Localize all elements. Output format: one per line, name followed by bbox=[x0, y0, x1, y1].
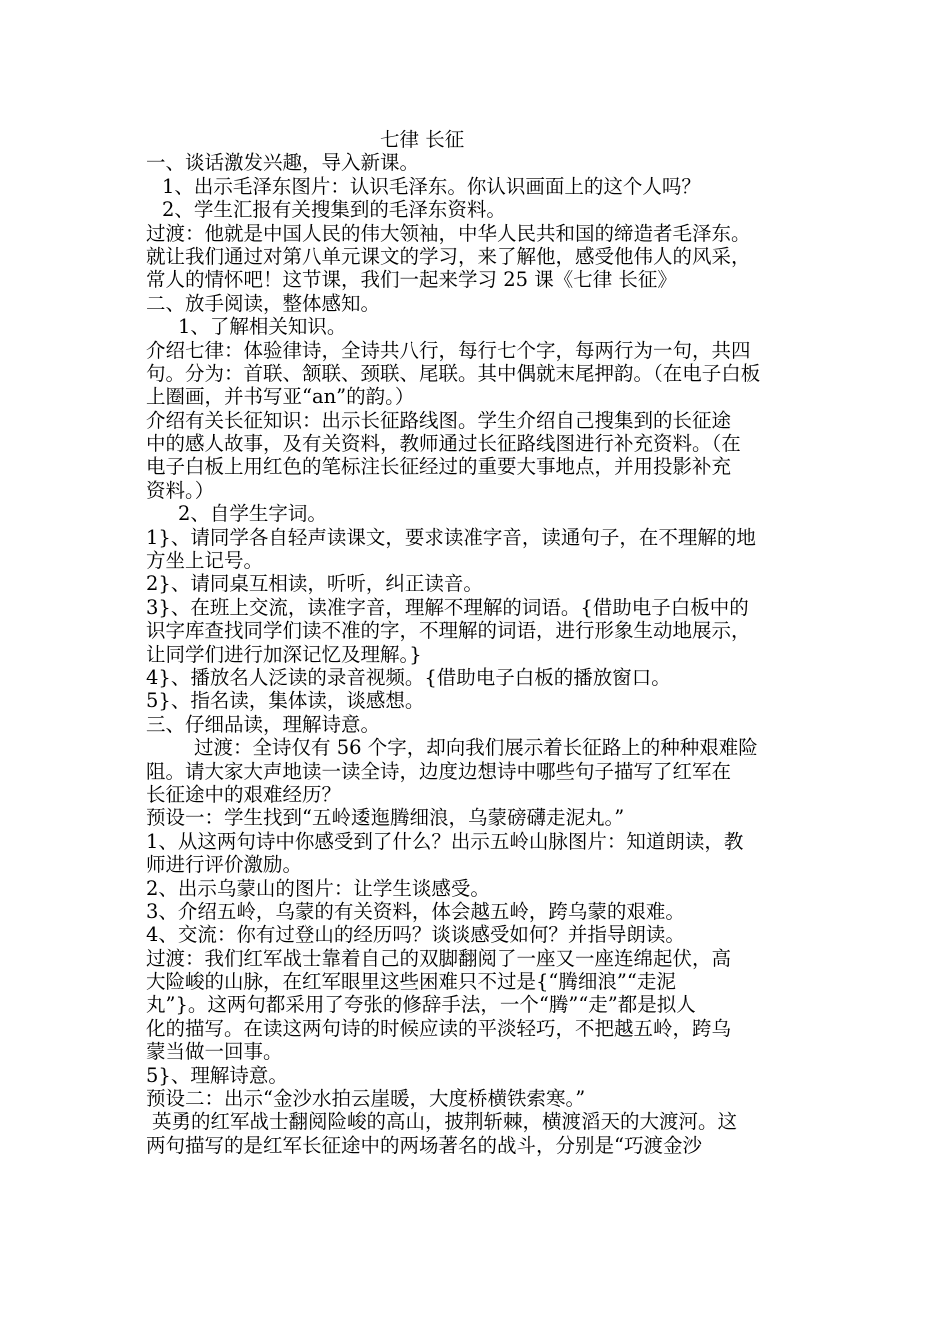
text-line: 一、谈话激发兴趣，导入新课。 bbox=[146, 151, 420, 175]
text-line: 句。分为：首联、颔联、颈联、尾联。其中偶就末尾押韵。（在电子白板 bbox=[146, 361, 761, 385]
text-line: 4、交流：你有过登山的经历吗？谈谈感受如何？并指导朗读。 bbox=[146, 923, 685, 947]
text-line: 中的感人故事，及有关资料，教师通过长征路线图进行补充资料。（在 bbox=[146, 432, 741, 456]
document-text bbox=[146, 151, 810, 1157]
text-line: 2、自学生字词。 bbox=[178, 502, 327, 526]
text-line: 让同学们进行加深记忆及理解。} bbox=[146, 642, 422, 666]
text-line: 3}、在班上交流，读准字音，理解不理解的词语。{借助电子白板中的 bbox=[146, 595, 749, 619]
text-line: 化的描写。在读这两句诗的时候应读的平淡轻巧，不把越五岭，跨乌 bbox=[146, 1016, 732, 1040]
text-line: 资料。） bbox=[146, 478, 215, 502]
text-line: 丸”}。这两句都采用了夸张的修辞手法，一个“腾”“走”都是拟人 bbox=[146, 993, 696, 1017]
text-line: 蒙当做一回事。 bbox=[146, 1040, 283, 1064]
text-line: 常人的情怀吧！这节课，我们一起来学习 25 课《七律 长征》 bbox=[146, 268, 677, 292]
text-line: 介绍七律：体验律诗，全诗共八行，每行七个字，每两行为一句，共四 bbox=[146, 338, 751, 362]
text-line: 1、出示毛泽东图片：认识毛泽东。你认识画面上的这个人吗？ bbox=[162, 174, 701, 198]
text-line: 上圈画，并书写亚“an”的韵。） bbox=[146, 385, 415, 409]
text-line: 1、从这两句诗中你感受到了什么？出示五岭山脉图片：知道朗读，教 bbox=[146, 829, 744, 853]
text-line: 1、了解相关知识。 bbox=[178, 315, 347, 339]
text-line: 二、放手阅读，整体感知。 bbox=[146, 291, 381, 315]
text-line: 1}、请同学各自轻声读课文，要求读准字音，读通句子，在不理解的地 bbox=[146, 525, 756, 549]
text-line: 3、介绍五岭，乌蒙的有关资料，体会越五岭，跨乌蒙的艰难。 bbox=[146, 899, 685, 923]
document-body bbox=[146, 120, 810, 1157]
text-line: 5}、指名读，集体读，谈感想。 bbox=[146, 689, 425, 713]
text-line: 预设二：出示“金沙水拍云崖暖，大度桥横铁索寒。” bbox=[146, 1087, 586, 1111]
text-line: 预设一：学生找到“五岭逶迤腾细浪，乌蒙磅礴走泥丸。” bbox=[146, 806, 625, 830]
text-line: 方坐上记号。 bbox=[146, 549, 264, 573]
text-line: 英勇的红军战士翻阅险峻的高山，披荆斩棘，横渡滔天的大渡河。这 bbox=[152, 1110, 738, 1134]
text-line: 4}、播放名人泛读的录音视频。{借助电子白板的播放窗口。 bbox=[146, 665, 671, 689]
text-line: 就让我们通过对第八单元课文的学习，来了解他，感受他伟人的风采， bbox=[146, 244, 751, 268]
text-line: 识字库查找同学们读不准的字，不理解的词语，进行形象生动地展示， bbox=[146, 619, 751, 643]
text-line: 2、出示乌蒙山的图片：让学生谈感受。 bbox=[146, 876, 490, 900]
text-line: 大险峻的山脉，在红军眼里这些困难只不过是{“腾细浪”“走泥 bbox=[146, 970, 676, 994]
text-line: 长征途中的艰难经历？ bbox=[146, 782, 342, 806]
text-line: 阻。请大家大声地读一读全诗，边度边想诗中哪些句子描写了红军在 bbox=[146, 759, 732, 783]
text-line: 2、学生汇报有关搜集到的毛泽东资料。 bbox=[162, 198, 506, 222]
text-line: 电子白板上用红色的笔标注长征经过的重要大事地点，并用投影补充 bbox=[146, 455, 732, 479]
text-line: 2}、请同桌互相读，听听，纠正读音。 bbox=[146, 572, 483, 596]
text-line: 过渡：我们红军战士靠着自己的双脚翻阅了一座又一座连绵起伏，高 bbox=[146, 946, 732, 970]
text-line: 三、仔细品读，理解诗意。 bbox=[146, 712, 381, 736]
text-line: 过渡：全诗仅有 56 个字，却向我们展示着长征路上的种种艰难险 bbox=[194, 736, 758, 760]
text-line: 5}、理解诗意。 bbox=[146, 1063, 288, 1087]
text-line: 过渡：他就是中国人民的伟大领袖，中华人民共和国的缔造者毛泽东。 bbox=[146, 221, 751, 245]
text-line: 师进行评价激励。 bbox=[146, 853, 303, 877]
document-title: 七律 长征 bbox=[380, 128, 465, 151]
text-line: 介绍有关长征知识：出示长征路线图。学生介绍自己搜集到的长征途 bbox=[146, 408, 732, 432]
text-line: 两句描写的是红军长征途中的两场著名的战斗，分别是“巧渡金沙 bbox=[146, 1133, 702, 1157]
